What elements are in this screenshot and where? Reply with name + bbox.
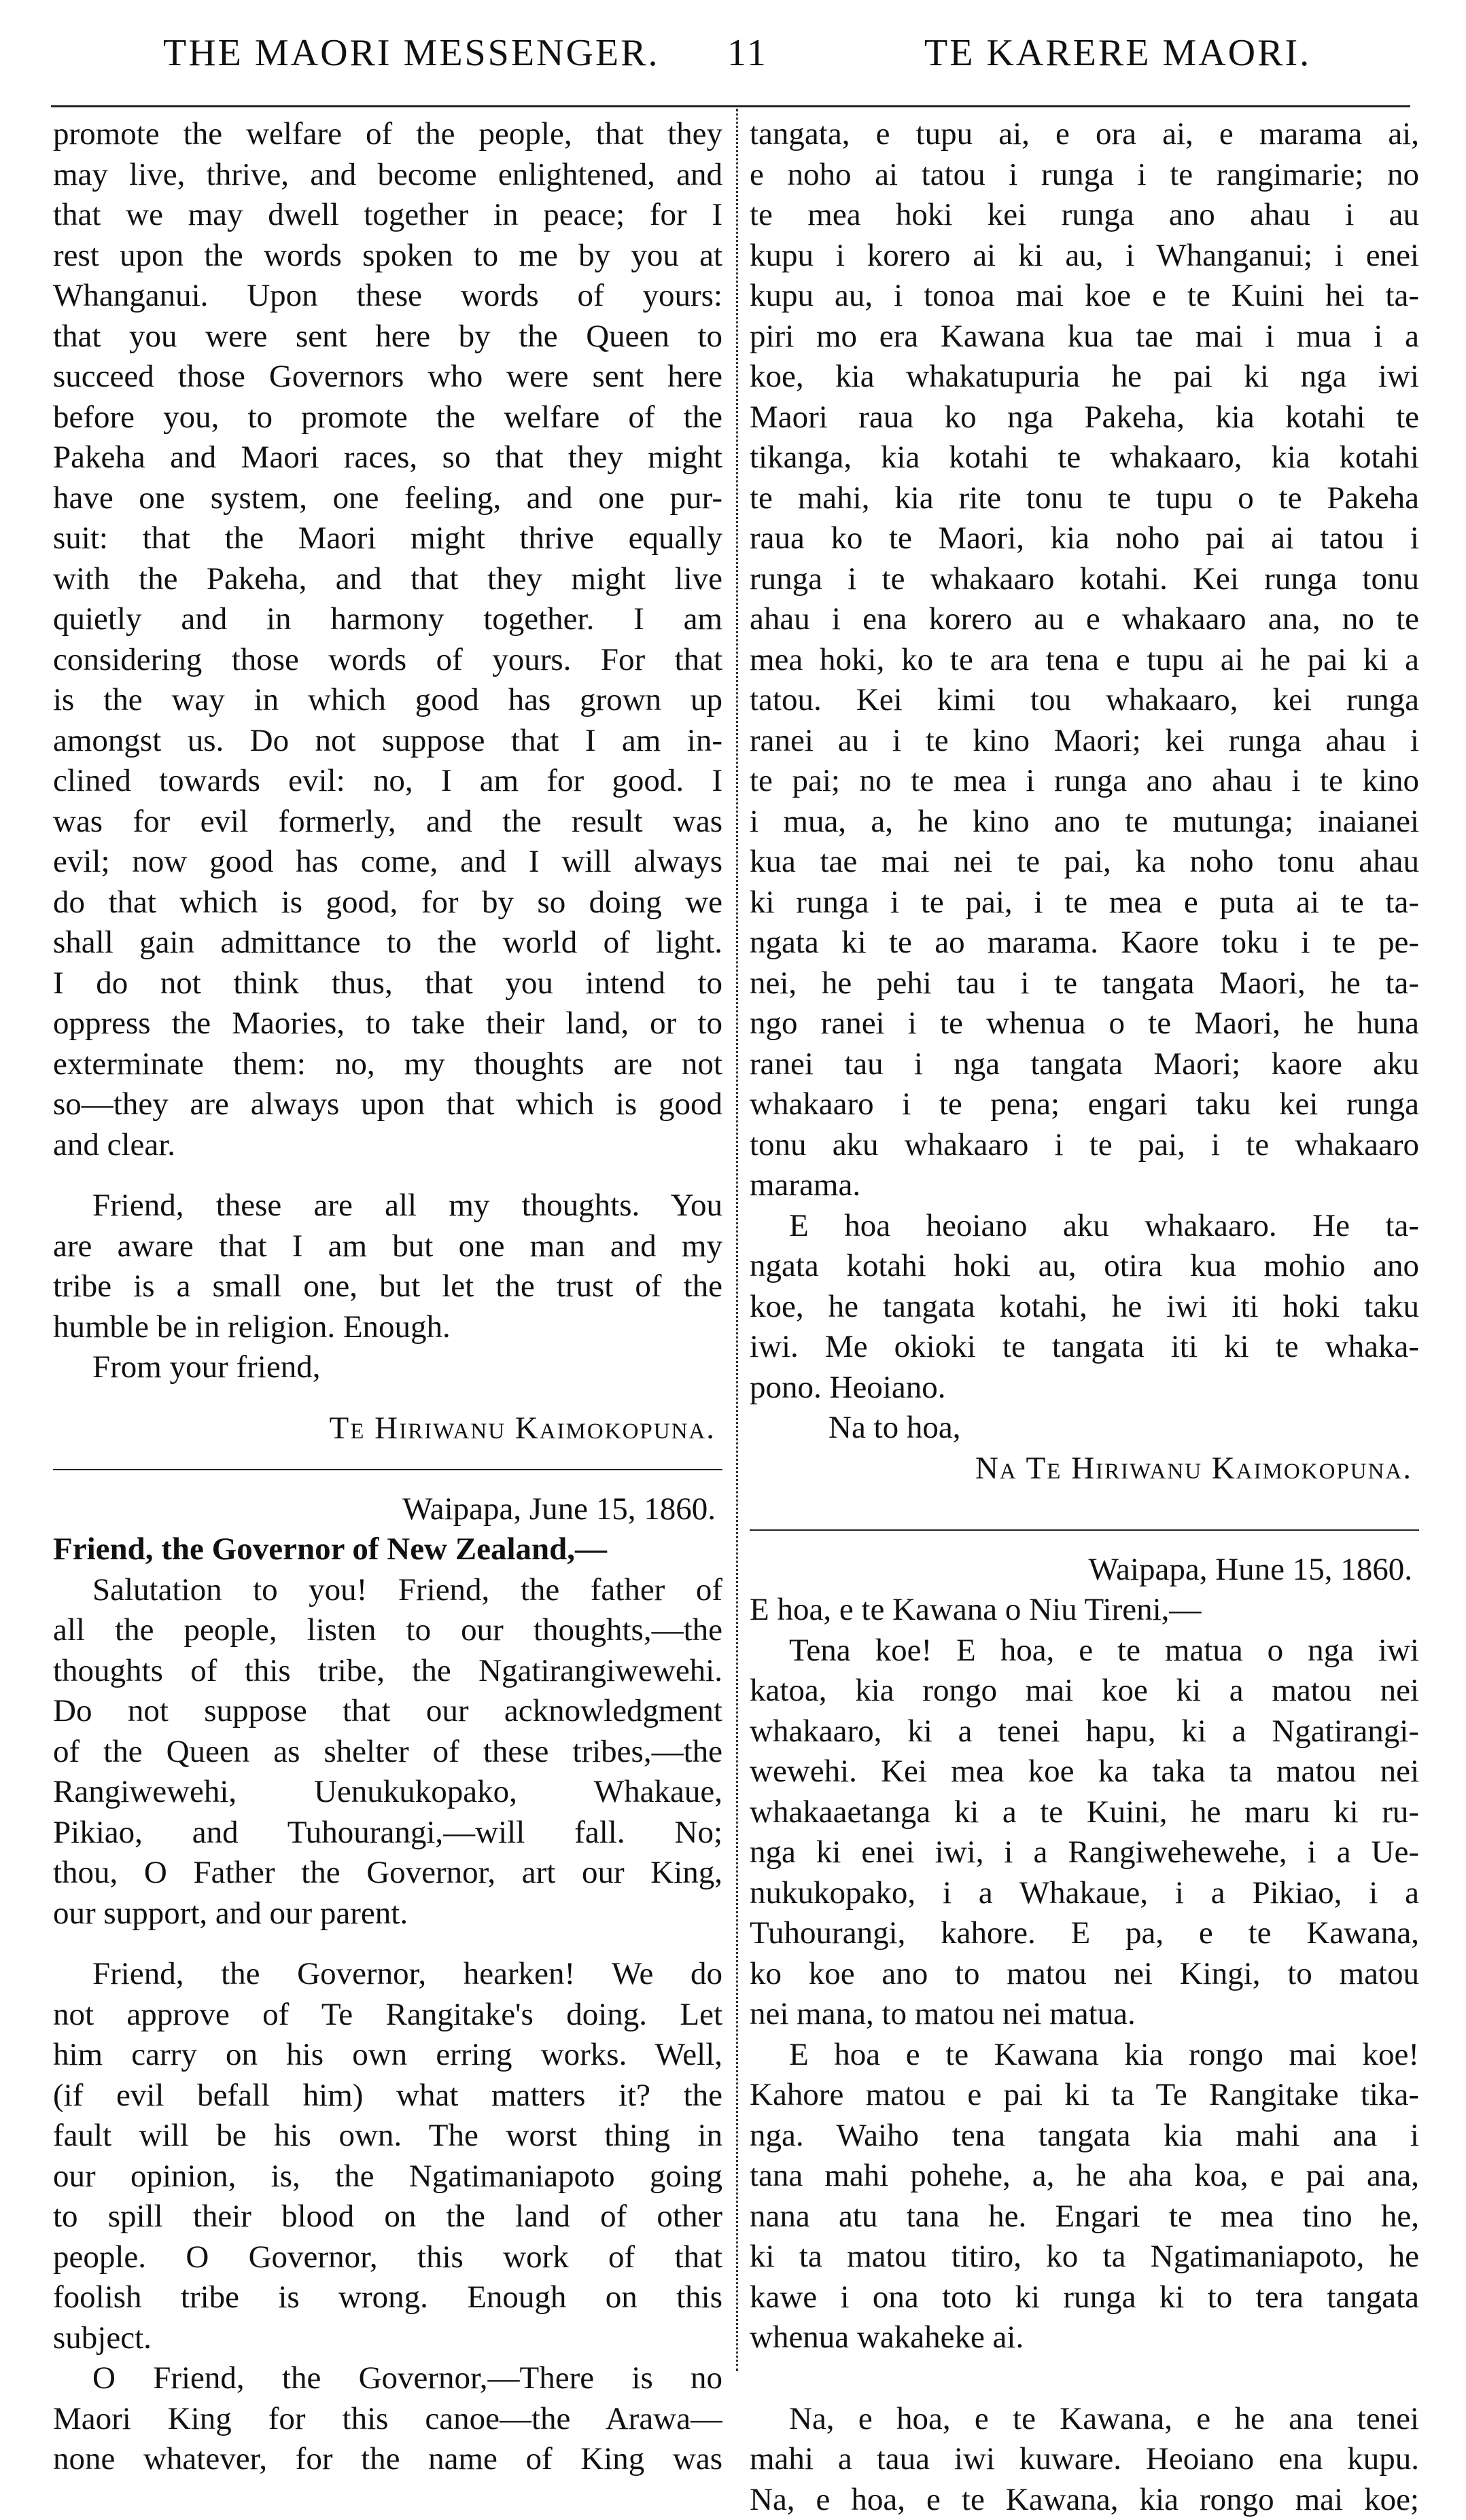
text-line: not approve of Te Rangitake's doing. Let bbox=[53, 1995, 722, 2036]
text-line: so—they are always upon that which is good bbox=[53, 1084, 722, 1125]
text-line: Friend, the Governor, hearken! We do bbox=[53, 1954, 722, 1995]
text-line: Na, e hoa, e te Kawana, e he ana tenei bbox=[750, 2399, 1419, 2440]
text-line: E hoa e te Kawana kia rongo mai koe! bbox=[750, 2035, 1419, 2076]
paragraph bbox=[53, 114, 722, 1165]
text-line: was for evil formerly, and the result was bbox=[53, 802, 722, 842]
text-line: amongst us. Do not suppose that I am in- bbox=[53, 721, 722, 762]
text-line: succeed those Governors who were sent here bbox=[53, 357, 722, 397]
text-line: nga ki enei iwi, i a Rangiwehewehe, i a Ue- bbox=[750, 1832, 1419, 1873]
text-line: piri mo era Kawana kua tae mai i mua i a bbox=[750, 317, 1419, 357]
text-line: people. O Governor, this work of that bbox=[53, 2237, 722, 2278]
text-line: nukukopako, i a Whakaue, i a Pikiao, i a bbox=[750, 1873, 1419, 1914]
paragraph bbox=[750, 1631, 1419, 2035]
text-line: pono. Heoiano. bbox=[750, 1368, 1419, 1408]
text-line: I do not think thus, that you intend to bbox=[53, 963, 722, 1004]
text-line: quietly and in harmony together. I am bbox=[53, 599, 722, 640]
text-line: ko koe ano to matou nei Kingi, to matou bbox=[750, 1954, 1419, 1995]
text-line: kua tae mai nei te pai, ka noho tonu ahau bbox=[750, 842, 1419, 883]
paragraph-gap bbox=[750, 2358, 1419, 2379]
text-line: to spill their blood on the land of other bbox=[53, 2197, 722, 2237]
text-line: kawe i ona toto ki runga ki to tera tangata bbox=[750, 2277, 1419, 2318]
text-line: with the Pakeha, and that they might live bbox=[53, 559, 722, 600]
text-line: Kahore matou e pai ki ta Te Rangitake tika- bbox=[750, 2075, 1419, 2116]
text-line: considering those words of yours. For that bbox=[53, 640, 722, 681]
text-line: may live, thrive, and become enlightened, and bbox=[53, 155, 722, 196]
text-line: subject. bbox=[53, 2318, 722, 2359]
text-line: raua ko te Maori, kia noho pai ai tatou i bbox=[750, 518, 1419, 559]
text-line: humble be in religion. Enough. bbox=[53, 1307, 722, 1348]
paragraph bbox=[750, 1206, 1419, 1408]
dateline: Waipapa, June 15, 1860. bbox=[53, 1489, 722, 1530]
paragraph-gap bbox=[750, 1489, 1419, 1509]
paragraph bbox=[750, 2035, 1419, 2358]
english-masthead: THE MAORI MESSENGER. bbox=[163, 31, 659, 75]
text-line: is the way in which good has grown up bbox=[53, 680, 722, 721]
page-number: 11 bbox=[727, 31, 768, 75]
text-line: rest upon the words spoken to me by you at bbox=[53, 236, 722, 277]
text-line: koe, he tangata kotahi, he iwi iti hoki taku bbox=[750, 1287, 1419, 1328]
paragraph bbox=[750, 114, 1419, 1206]
text-line: clined towards evil: no, I am for good. I bbox=[53, 761, 722, 802]
maori-masthead: TE KARERE MAORI. bbox=[924, 31, 1311, 75]
text-line: thoughts of this tribe, the Ngatirangiwewehi. bbox=[53, 1651, 722, 1692]
text-line: tikanga, kia kotahi te whakaaro, kia kotahi bbox=[750, 438, 1419, 478]
text-line: Salutation to you! Friend, the father of bbox=[53, 1570, 722, 1611]
text-line: that you were sent here by the Queen to bbox=[53, 317, 722, 357]
text-line: Do not suppose that our acknowledgment bbox=[53, 1691, 722, 1732]
text-line: e noho ai tatou i runga i te rangimarie; no bbox=[750, 155, 1419, 196]
text-line: tangata, e tupu ai, e ora ai, e marama ai, bbox=[750, 114, 1419, 155]
closing-line: Na to hoa, bbox=[750, 1408, 1419, 1449]
text-line: foolish tribe is wrong. Enough on this bbox=[53, 2277, 722, 2318]
paragraph bbox=[53, 1186, 722, 1347]
text-line: tonu aku whakaaro i te pai, i te whakaaro bbox=[750, 1125, 1419, 1166]
text-line: Tena koe! E hoa, e te matua o nga iwi bbox=[750, 1631, 1419, 1671]
text-line: mahi a taua iwi kuware. Heoiano ena kupu. bbox=[750, 2439, 1419, 2480]
dateline: Waipapa, Hune 15, 1860. bbox=[750, 1550, 1419, 1591]
text-line: none whatever, for the name of King was bbox=[53, 2439, 722, 2480]
paragraph-gap bbox=[750, 2379, 1419, 2399]
column-divider bbox=[736, 109, 738, 2371]
text-line: nei, he pehi tau i te tangata Maori, he ta- bbox=[750, 963, 1419, 1004]
paragraph bbox=[53, 1954, 722, 2358]
letter-separator bbox=[53, 1449, 722, 1489]
text-line: iwi. Me okioki te tangata iti ki te whaka- bbox=[750, 1327, 1419, 1368]
salutation: E hoa, e te Kawana o Niu Tireni,— bbox=[750, 1590, 1419, 1631]
text-line: Whanganui. Upon these words of yours: bbox=[53, 276, 722, 317]
paragraph-gap bbox=[53, 1388, 722, 1408]
text-line: ngo ranei i te whenua o te Maori, he huna bbox=[750, 1004, 1419, 1044]
text-line: nei mana, to matou nei matua. bbox=[750, 1994, 1419, 2035]
text-line: katoa, kia rongo mai koe ki a matou nei bbox=[750, 1671, 1419, 1711]
text-line: whakaaro i te pena; engari taku kei runga bbox=[750, 1084, 1419, 1125]
text-line: all the people, listen to our thoughts,—the bbox=[53, 1610, 722, 1651]
text-line: Pikiao, and Tuhourangi,—will fall. No; bbox=[53, 1813, 722, 1853]
text-line: tribe is a small one, but let the trust of the bbox=[53, 1266, 722, 1307]
text-line: tana mahi pohehe, a, he aha koa, e pai ana, bbox=[750, 2156, 1419, 2197]
text-line: have one system, one feeling, and one pur- bbox=[53, 478, 722, 519]
text-line: Maori raua ko nga Pakeha, kia kotahi te bbox=[750, 397, 1419, 438]
text-line: ki runga i te pai, i te mea e puta ai te ta- bbox=[750, 883, 1419, 923]
text-line: nana atu tana he. Engari te mea tino he, bbox=[750, 2197, 1419, 2237]
text-line: oppress the Maories, to take their land, or to bbox=[53, 1004, 722, 1044]
text-line: kupu au, i tonoa mai koe e te Kuini hei ta- bbox=[750, 276, 1419, 317]
text-line: do that which is good, for by so doing we bbox=[53, 883, 722, 923]
signature: Na Te Hiriwanu Kaimokopuna. bbox=[750, 1449, 1419, 1489]
paragraph-gap bbox=[53, 1934, 722, 1954]
text-line: before you, to promote the welfare of the bbox=[53, 397, 722, 438]
text-line: evil; now good has come, and I will always bbox=[53, 842, 722, 883]
text-line: marama. bbox=[750, 1165, 1419, 1206]
text-line: O Friend, the Governor,—There is no bbox=[53, 2358, 722, 2399]
text-line: ki ta matou titiro, ko ta Ngatimaniapoto, he bbox=[750, 2237, 1419, 2277]
text-line: nga. Waiho tena tangata kia mahi ana i bbox=[750, 2116, 1419, 2157]
text-line: mea hoki, ko te ara tena e tupu ai he pai ki a bbox=[750, 640, 1419, 681]
text-line: whakaaro, ki a tenei hapu, ki a Ngatirangi- bbox=[750, 1711, 1419, 1752]
text-line: whakaaetanga ki a te Kuini, he maru ki ru- bbox=[750, 1792, 1419, 1833]
page-header bbox=[0, 31, 1466, 86]
text-line: our support, and our parent. bbox=[53, 1894, 722, 1934]
closing-line: From your friend, bbox=[53, 1347, 722, 1388]
text-line: koe, kia whakatupuria he pai ki nga iwi bbox=[750, 357, 1419, 397]
text-line: are aware that I am but one man and my bbox=[53, 1226, 722, 1267]
text-line: ngata ki te ao marama. Kaore toku i te pe- bbox=[750, 923, 1419, 963]
text-line: Pakeha and Maori races, so that they might bbox=[53, 438, 722, 478]
paragraph bbox=[53, 1570, 722, 1934]
text-line: that we may dwell together in peace; for I bbox=[53, 195, 722, 236]
text-line: promote the welfare of the people, that they bbox=[53, 114, 722, 155]
signature: Te Hiriwanu Kaimokopuna. bbox=[53, 1408, 722, 1449]
text-line: ahau i ena korero au e whakaaro ana, no te bbox=[750, 599, 1419, 640]
english-column bbox=[53, 114, 722, 2480]
text-line: E hoa heoiano aku whakaaro. He ta- bbox=[750, 1206, 1419, 1247]
paragraph bbox=[750, 2399, 1419, 2520]
text-line: ranei tau i nga tangata Maori; kaore aku bbox=[750, 1044, 1419, 1085]
text-line: thou, O Father the Governor, art our King, bbox=[53, 1853, 722, 1894]
text-line: whenua wakaheke ai. bbox=[750, 2318, 1419, 2358]
text-line: te mahi, kia rite tonu te tupu o te Pakeha bbox=[750, 478, 1419, 519]
text-line: runga i te whakaaro kotahi. Kei runga tonu bbox=[750, 559, 1419, 600]
text-line: wewehi. Kei mea koe ka taka ta matou nei bbox=[750, 1752, 1419, 1792]
text-line: i mua, a, he kino ano te mutunga; inaianei bbox=[750, 802, 1419, 842]
paragraph-gap bbox=[53, 1165, 722, 1186]
header-rule bbox=[51, 105, 1410, 107]
text-line: shall gain admittance to the world of light. bbox=[53, 923, 722, 963]
text-line: Maori King for this canoe—the Arawa— bbox=[53, 2399, 722, 2440]
text-line: exterminate them: no, my thoughts are not bbox=[53, 1044, 722, 1085]
text-line: Tuhourangi, kahore. E pa, e te Kawana, bbox=[750, 1913, 1419, 1954]
text-line: fault will be his own. The worst thing in bbox=[53, 2116, 722, 2157]
text-line: our opinion, is, the Ngatimaniapoto going bbox=[53, 2157, 722, 2197]
paragraph bbox=[53, 2358, 722, 2480]
text-line: te mea hoki kei runga ano ahau i au bbox=[750, 195, 1419, 236]
text-line: him carry on his own erring works. Well, bbox=[53, 2035, 722, 2076]
text-line: kupu i korero ai ki au, i Whanganui; i enei bbox=[750, 236, 1419, 277]
text-line: and clear. bbox=[53, 1125, 722, 1166]
salutation: Friend, the Governor of New Zealand,— bbox=[53, 1529, 722, 1570]
maori-column bbox=[750, 114, 1419, 2520]
text-line: te pai; no te mea i runga ano ahau i te kino bbox=[750, 761, 1419, 802]
text-line: Friend, these are all my thoughts. You bbox=[53, 1186, 722, 1226]
text-line: tatou. Kei kimi tou whakaaro, kei runga bbox=[750, 680, 1419, 721]
text-line: Na, e hoa, e te Kawana, kia rongo mai koe; bbox=[750, 2480, 1419, 2520]
text-line: suit: that the Maori might thrive equally bbox=[53, 518, 722, 559]
letter-separator bbox=[750, 1509, 1419, 1550]
text-line: ranei au i te kino Maori; kei runga ahau i bbox=[750, 721, 1419, 762]
text-line: ngata kotahi hoki au, otira kua mohio ano bbox=[750, 1246, 1419, 1287]
text-line: (if evil befall him) what matters it? the bbox=[53, 2076, 722, 2116]
text-line: of the Queen as shelter of these tribes,—the bbox=[53, 1732, 722, 1773]
text-line: Rangiwewehi, Uenukukopako, Whakaue, bbox=[53, 1772, 722, 1813]
